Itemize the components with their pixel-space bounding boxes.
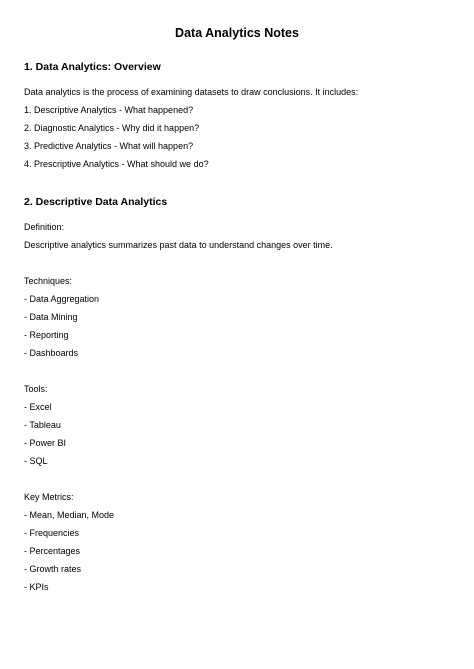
tools-label: Tools: — [24, 384, 48, 394]
metrics-label: Key Metrics: — [24, 492, 74, 502]
document-title: Data Analytics Notes — [175, 26, 299, 40]
definition-text: Descriptive analytics summarizes past data to understand changes over time. — [24, 240, 333, 250]
definition-label: Definition: — [24, 222, 65, 232]
section-2-heading: 2. Descriptive Data Analytics — [24, 196, 168, 208]
techniques-label: Techniques: — [24, 276, 73, 286]
list-item: - Power BI — [24, 438, 67, 448]
list-item: 1. Descriptive Analytics - What happened? — [24, 105, 194, 115]
list-item: 4. Prescriptive Analytics - What should we do? — [24, 159, 209, 169]
list-item: - Dashboards — [24, 348, 79, 358]
list-item: - Reporting — [24, 330, 69, 340]
list-item: - Excel — [24, 402, 52, 412]
list-item: - Tableau — [24, 420, 61, 430]
list-item: 2. Diagnostic Analytics - Why did it happen? — [24, 123, 200, 133]
list-item: - Growth rates — [24, 564, 82, 574]
list-item: - SQL — [24, 456, 48, 466]
list-item: - KPIs — [24, 582, 49, 592]
list-item: - Percentages — [24, 546, 81, 556]
section-1-intro: Data analytics is the process of examining datasets to draw conclusions. It includes: — [24, 87, 359, 97]
list-item: - Data Mining — [24, 312, 78, 322]
list-item: - Frequencies — [24, 528, 80, 538]
list-item: - Mean, Median, Mode — [24, 510, 115, 520]
list-item: 3. Predictive Analytics - What will happen? — [24, 141, 194, 151]
section-1-heading: 1. Data Analytics: Overview — [24, 61, 161, 73]
list-item: - Data Aggregation — [24, 294, 100, 304]
